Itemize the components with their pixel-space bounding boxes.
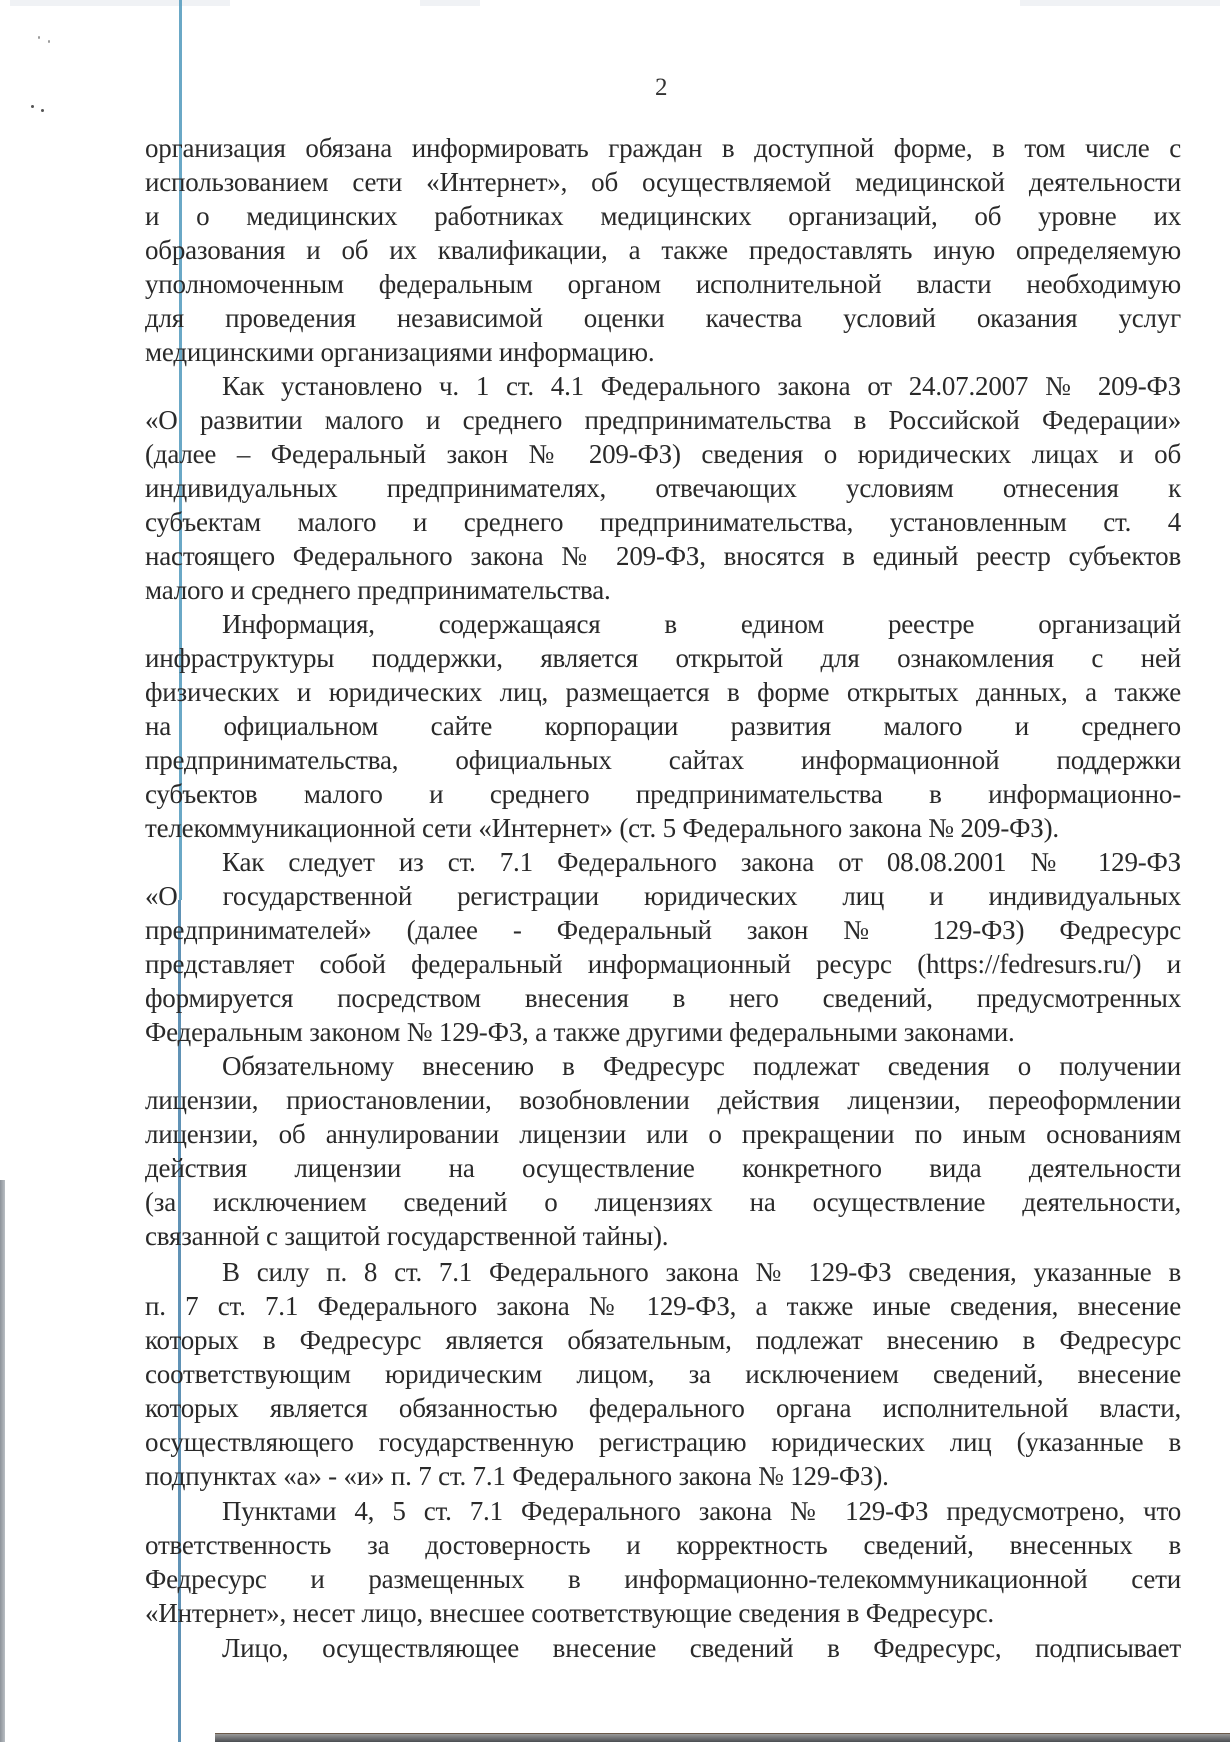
scan-bleed-through <box>1020 0 1220 6</box>
text-line: инфраструктуры поддержки, является открытой для ознакомления с ней <box>145 643 1181 673</box>
text-line: Лицо, осуществляющее внесение сведений в Федресурс, подписывает <box>222 1633 1181 1663</box>
text-line: предпринимательства, официальных сайтах информационной поддержки <box>145 745 1181 775</box>
text-line: (за исключением сведений о лицензиях на осуществление деятельности, <box>145 1187 1181 1217</box>
page-number: 2 <box>655 74 668 101</box>
scan-page-edge <box>0 1180 5 1742</box>
text-line: медицинскими организациями информацию. <box>145 337 655 367</box>
text-line: для проведения независимой оценки качества условий оказания услуг <box>145 303 1181 333</box>
text-line: которых в Федресурс является обязательным, подлежат внесению в Федресурс <box>145 1325 1181 1355</box>
text-line: малого и среднего предпринимательства. <box>145 575 611 605</box>
scan-speck <box>41 109 44 112</box>
text-line: представляет собой федеральный информационный ресурс (https://fedresurs.ru/) и <box>145 949 1181 979</box>
text-line: «Интернет», несет лицо, внесшее соответствующие сведения в Федресурс. <box>145 1598 994 1628</box>
text-line: организация обязана информировать граждан в доступной форме, в том числе с <box>145 133 1181 163</box>
text-line: соответствующим юридическим лицом, за исключением сведений, внесение <box>145 1359 1181 1389</box>
text-line: уполномоченным федеральным органом исполнительной власти необходимую <box>145 269 1181 299</box>
text-line: действия лицензии на осуществление конкретного вида деятельности <box>145 1153 1181 1183</box>
text-line: использованием сети «Интернет», об осуществляемой медицинской деятельности <box>145 167 1181 197</box>
text-line: подпунктах «а» - «и» п. 7 ст. 7.1 Федерального закона № 129-ФЗ). <box>145 1461 889 1491</box>
text-line: предпринимателей» (далее - Федеральный закон № 129-ФЗ) Федресурс <box>145 915 1181 945</box>
text-line: лицензии, об аннулировании лицензии или о прекращении по иным основаниям <box>145 1119 1181 1149</box>
text-line: формируется посредством внесения в него сведений, предусмотренных <box>145 983 1181 1013</box>
scan-speck <box>48 40 50 43</box>
text-line: Обязательному внесению в Федресурс подлежат сведения о получении <box>222 1051 1181 1081</box>
text-line: настоящего Федерального закона № 209-ФЗ, вносятся в единый реестр субъектов <box>145 541 1181 571</box>
text-line: субъектов малого и среднего предпринимательства в информационно- <box>145 779 1181 809</box>
text-line: субъектам малого и среднего предпринимательства, установленным ст. 4 <box>145 507 1181 537</box>
text-line: образования и об их квалификации, а также предоставлять иную определяемую <box>145 235 1181 265</box>
text-line: связанной с защитой государственной тайны). <box>145 1221 669 1251</box>
text-line: которых является обязанностью федерального органа исполнительной власти, <box>145 1393 1181 1423</box>
text-line: Пунктами 4, 5 ст. 7.1 Федерального закона № 129-ФЗ предусмотрено, что <box>222 1496 1181 1526</box>
text-line: (далее – Федеральный закон № 209-ФЗ) сведения о юридических лицах и об <box>145 439 1181 469</box>
text-line: Федресурс и размещенных в информационно-телекоммуникационной сети <box>145 1564 1181 1594</box>
text-line: телекоммуникационной сети «Интернет» (ст. 5 Федерального закона № 209-ФЗ). <box>145 813 1059 843</box>
text-line: и о медицинских работниках медицинских организаций, об уровне их <box>145 201 1181 231</box>
text-line: «О государственной регистрации юридических лиц и индивидуальных <box>145 881 1181 911</box>
text-line: ответственность за достоверность и корректность сведений, внесенных в <box>145 1530 1181 1560</box>
scan-speck <box>38 36 40 39</box>
scan-bleed-through <box>10 0 230 6</box>
text-line: Как следует из ст. 7.1 Федерального закона от 08.08.2001 № 129-ФЗ <box>222 847 1181 877</box>
scan-page-edge <box>215 1733 1230 1742</box>
text-line: лицензии, приостановлении, возобновлении действия лицензии, переоформлении <box>145 1085 1181 1115</box>
text-line: осуществляющего государственную регистрацию юридических лиц (указанные в <box>145 1427 1181 1457</box>
text-line: п. 7 ст. 7.1 Федерального закона № 129-ФЗ, а также иные сведения, внесение <box>145 1291 1181 1321</box>
text-line: Информация, содержащаяся в едином реестре организаций <box>222 609 1181 639</box>
scan-bleed-through <box>420 0 480 6</box>
text-line: физических и юридических лиц, размещается в форме открытых данных, а также <box>145 677 1181 707</box>
text-line: Федеральным законом № 129-ФЗ, а также другими федеральными законами. <box>145 1017 1015 1047</box>
text-line: «О развитии малого и среднего предпринимательства в Российской Федерации» <box>145 405 1181 435</box>
scan-speck <box>31 105 34 108</box>
text-line: В силу п. 8 ст. 7.1 Федерального закона № 129-ФЗ сведения, указанные в <box>222 1257 1181 1287</box>
text-line: Как установлено ч. 1 ст. 4.1 Федерального закона от 24.07.2007 № 209-ФЗ <box>222 371 1181 401</box>
text-line: на официальном сайте корпорации развития малого и среднего <box>145 711 1181 741</box>
text-line: индивидуальных предпринимателях, отвечающих условиям отнесения к <box>145 473 1181 503</box>
